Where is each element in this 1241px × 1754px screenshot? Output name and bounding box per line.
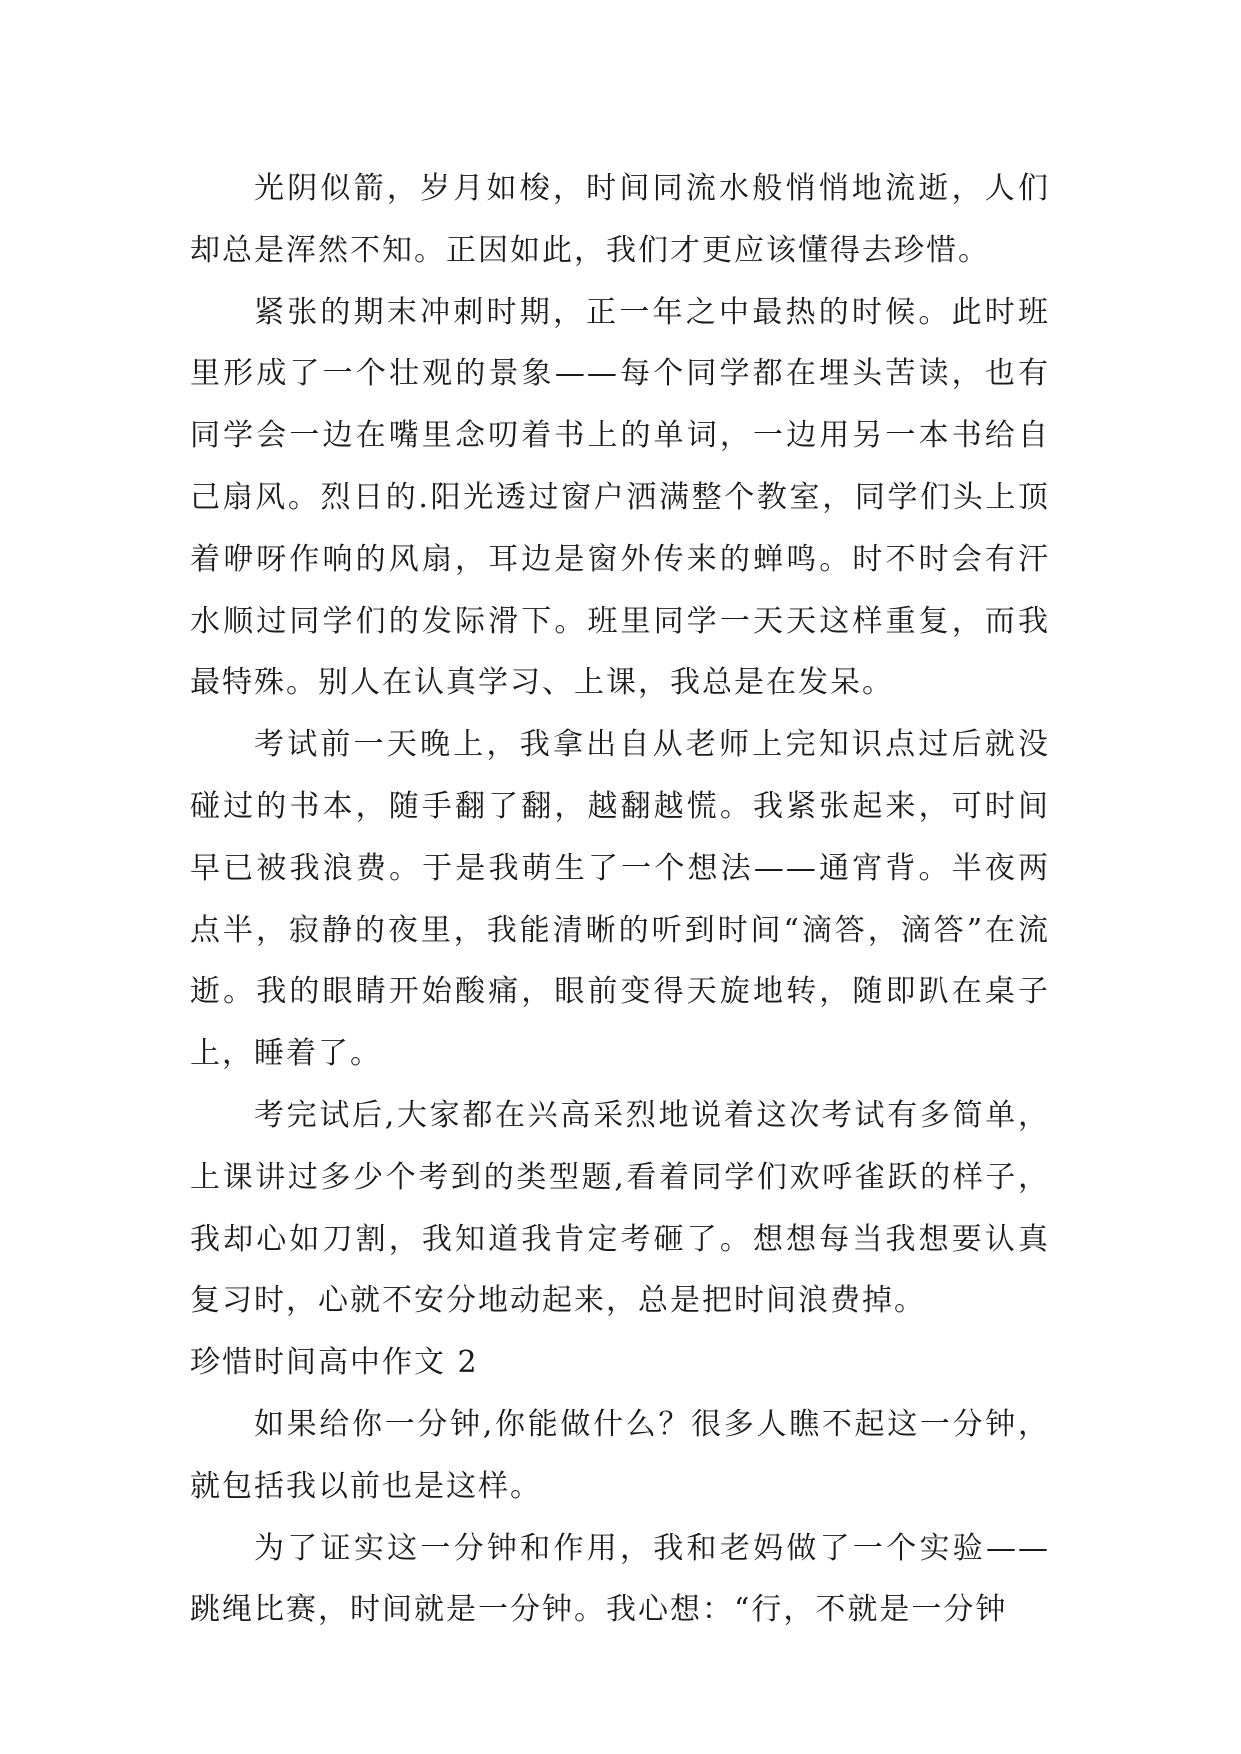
paragraph-4: 考完试后,大家都在兴高采烈地说着这次考试有多简单，上课讲过多少个考到的类型题,看着同学们欢呼雀跃的样子，我却心如刀割，我知道我肯定考砸了。想想每当我想要认真复习时，心就不安分地动起来，总是把时间浪费掉。 bbox=[190, 1097, 1050, 1319]
paragraph-3: 考试前一天晚上，我拿出自从老师上完知识点过后就没碰过的书本，随手翻了翻，越翻越慌。我紧张起来，可时间早已被我浪费。于是我萌生了一个想法——通宵背。半夜两点半，寂静的夜里，我能清晰的听到时间“滴答，滴答”在流逝。我的眼睛开始酸痛，眼前变得天旋地转，随即趴在桌子上，睡着了。 bbox=[190, 727, 1050, 1072]
section-title: 珍惜时间高中作文 2 bbox=[190, 1345, 479, 1381]
paragraph-6: 为了证实这一分钟和作用，我和老妈做了一个实验——跳绳比赛，时间就是一分钟。我心想：“行，不就是一分钟 bbox=[190, 1530, 1050, 1628]
paragraph-5: 如果给你一分钟,你能做什么？很多人瞧不起这一分钟，就包括我以前也是这样。 bbox=[190, 1406, 1050, 1504]
paragraph-2: 紧张的期末冲刺时期，正一年之中最热的时候。此时班里形成了一个壮观的景象——每个同学都在埋头苦读，也有同学会一边在嘴里念叨着书上的单词，一边用另一本书给自己扇风。烈日的.阳光透过窗户洒满整个教室，同学们头上顶着咿呀作响的风扇，耳边是窗外传来的蝉鸣。时不时会有汗水顺过同学们的发际滑下。班里同学一天天这样重复，而我最特殊。别人在认真学习、上课，我总是在发呆。 bbox=[190, 294, 1050, 701]
document-body bbox=[190, 158, 1050, 1641]
paragraph-1: 光阴似箭，岁月如梭，时间同流水般悄悄地流逝，人们却总是浑然不知。正因如此，我们才更应该懂得去珍惜。 bbox=[190, 171, 1050, 268]
